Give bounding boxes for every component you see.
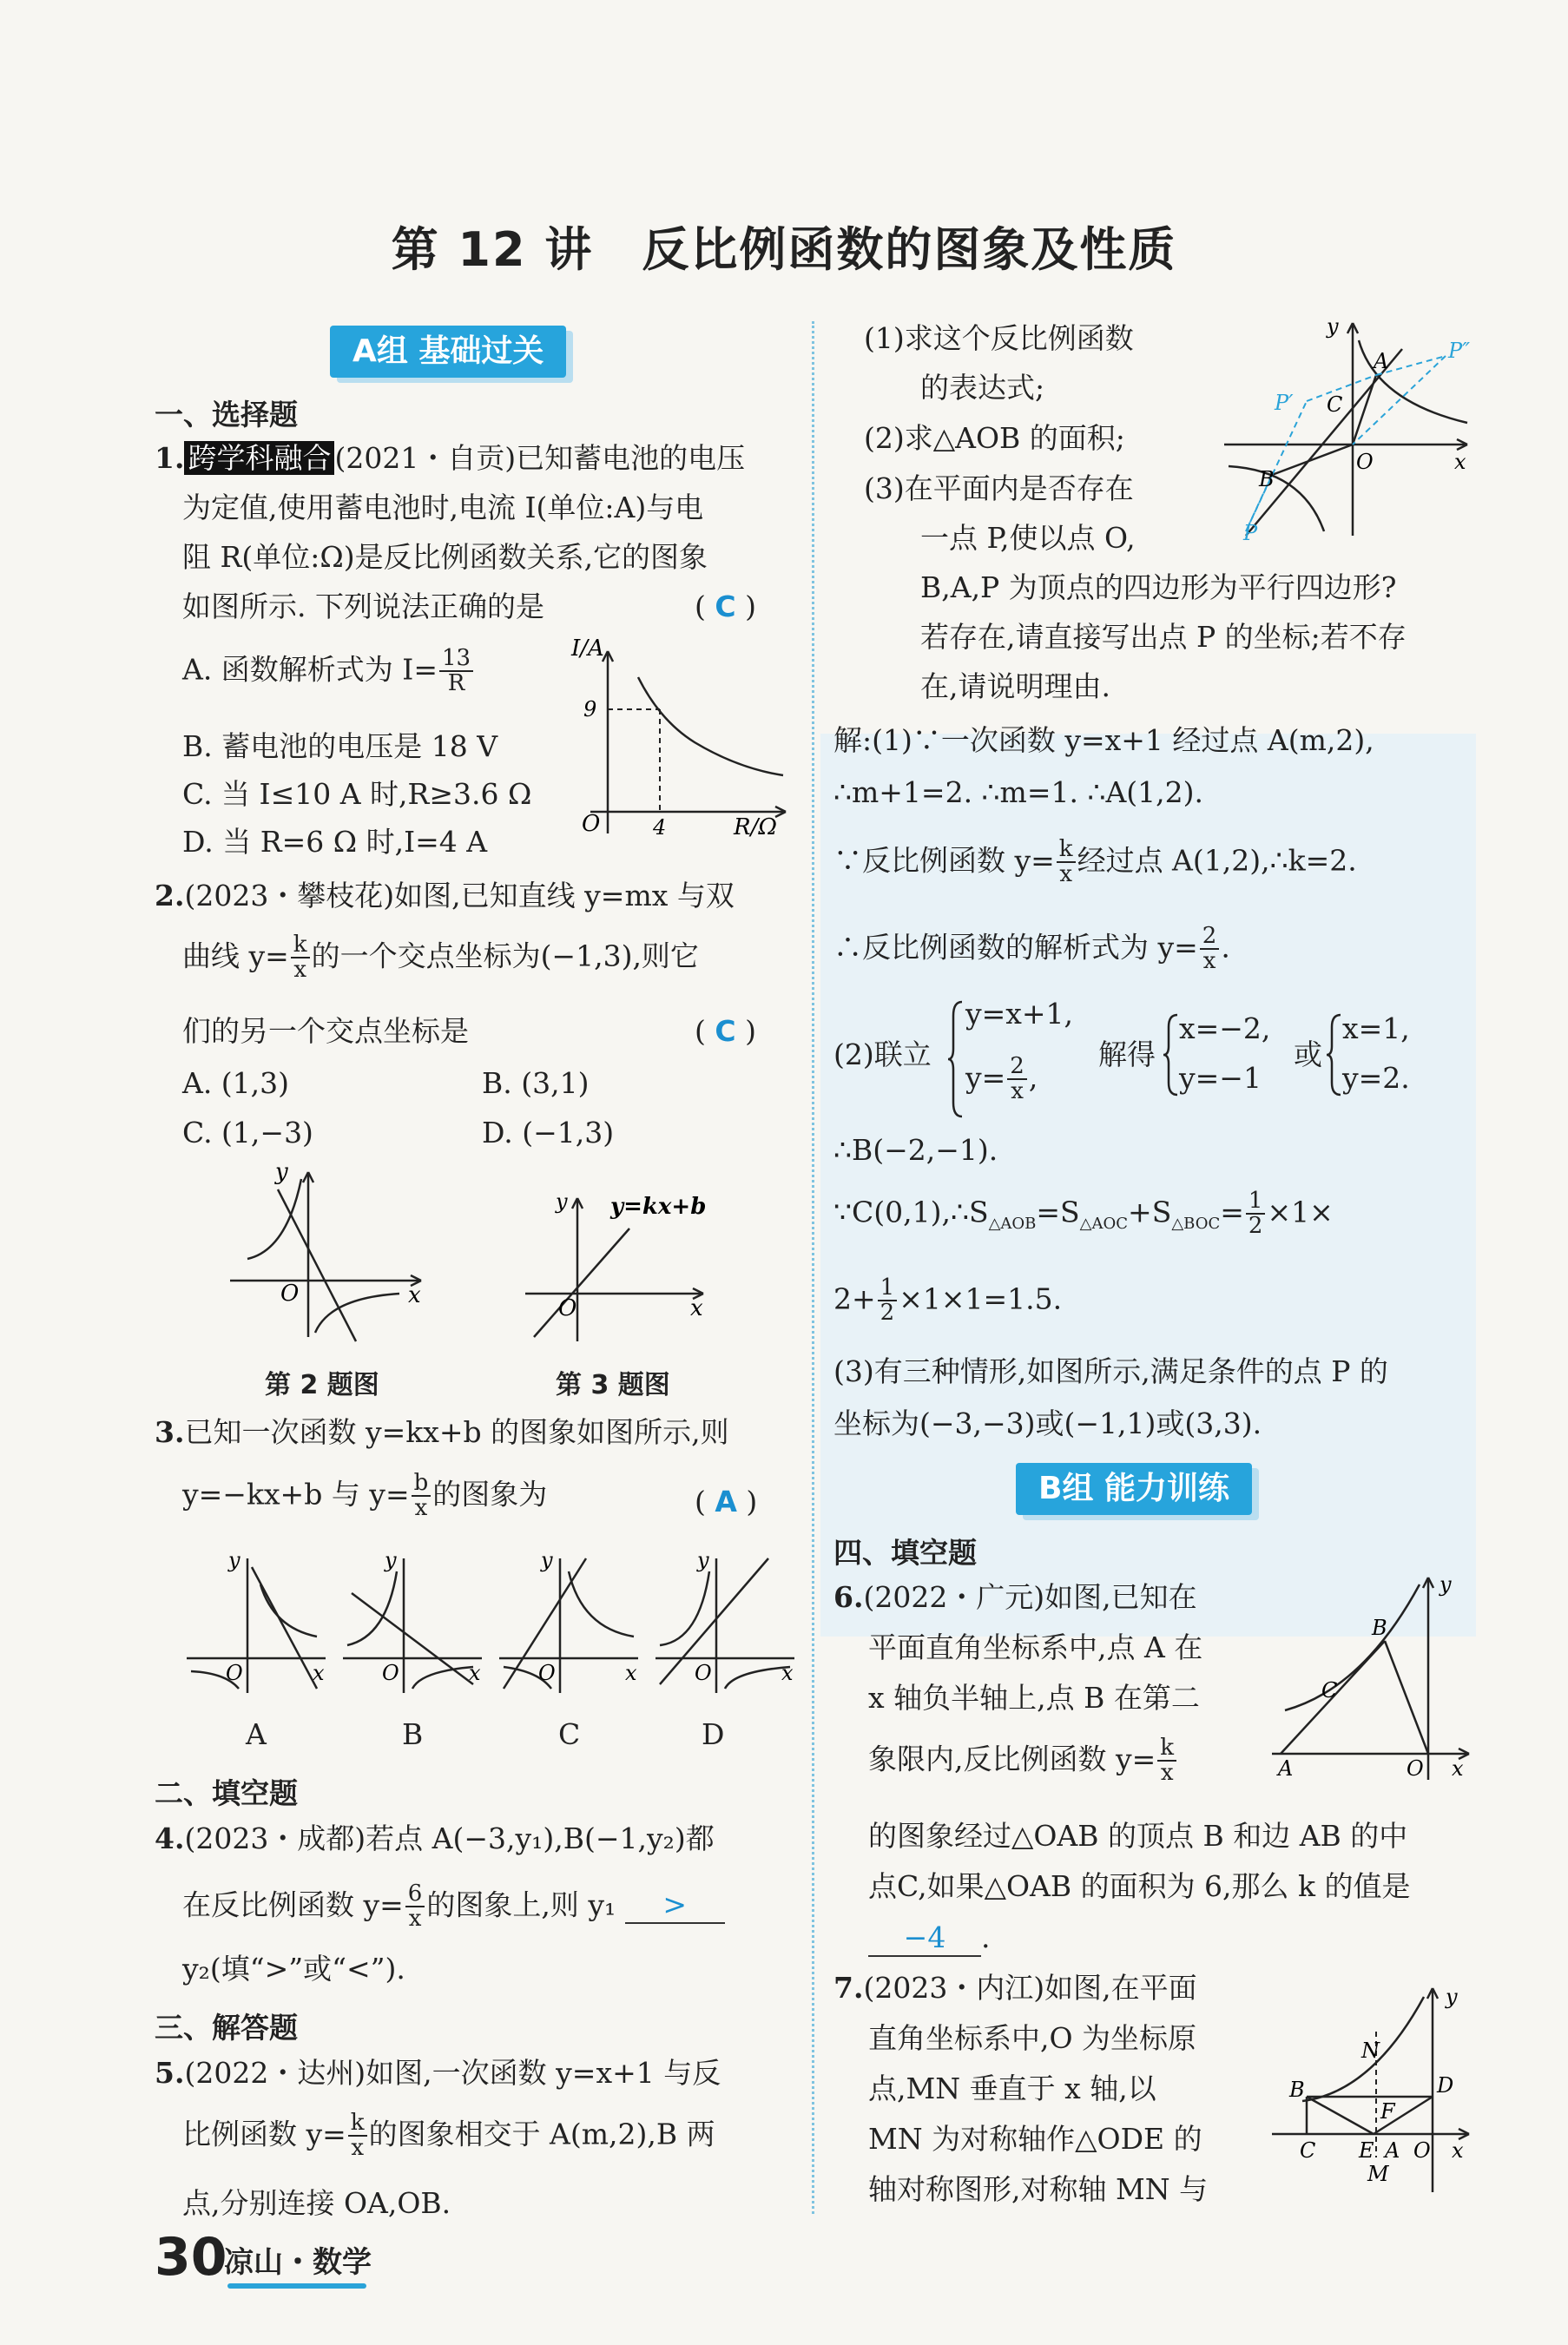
q7-graph-e: E [1359,2138,1374,2163]
q7-graph-a: A [1385,2138,1400,2163]
q1-line2: 为定值,使用蓄电池时,电流 I(单位:A)与电 [182,491,704,524]
q6-line5: 的图象经过△OAB 的顶点 B 和边 AB 的中 [868,1819,1408,1853]
q7-graph-d: D [1437,2073,1454,2098]
q5-solution-5-sol1a: x=−2, [1179,1011,1271,1045]
q5-s8-b: ×1×1=1.5. [899,1281,1063,1316]
q5-s4-num: 2 [1200,925,1220,950]
q5-s7-sub3: △BOC [1171,1214,1221,1233]
q5-graph-p: P [1243,521,1258,544]
q5-solution-7 [833,1189,1334,1239]
q7-line4: MN 为对称轴作△ODE 的 [868,2122,1202,2156]
q5-s7-e: ×1× [1267,1195,1334,1229]
q5-part3-c: B,A,P 为顶点的四边形为平行四边形? [920,570,1397,604]
q5-graph-c: C [1327,392,1343,417]
q4-line2 [182,1882,725,1932]
q6-graph-a: A [1278,1756,1294,1781]
q5-s7-num: 1 [1246,1189,1266,1215]
q3-graph-line-label: y=kx+b [610,1194,707,1220]
q5-solution-5-mid: 解得 [1098,1037,1156,1071]
q4-line1: (2023・成都)若点 A(−3,y₁),B(−1,y₂)都 [184,1821,715,1855]
q5-brace-1 [946,998,965,1120]
q3-option-a-label: A [246,1717,267,1751]
q2-line2-a: 曲线 y= [182,939,289,973]
q6-line1: (2022・广元)如图,已知在 [863,1580,1197,1614]
q3-answer-box: ( A ) [695,1485,758,1518]
q6-end: . [981,1920,991,1954]
q6-fraction [1157,1736,1176,1786]
q6-line2: 平面直角坐标系中,点 A 在 [868,1630,1203,1664]
q3-graph-a [187,1550,326,1693]
q4-frac-den: x [408,1906,422,1933]
q4-line2-a: 在反比例函数 y= [182,1887,404,1922]
q1-line1: (2021・自贡)已知蓄电池的电压 [334,441,746,475]
q5-s7-frac [1246,1189,1266,1239]
q5-solution-3b: 经过点 A(1,2),∴k=2. [1077,843,1357,878]
svg-text:x: x [469,1661,481,1685]
q4-frac-num: 6 [405,1882,425,1907]
q5-s7-b: =S [1036,1195,1080,1229]
q3-graph-x: x [690,1295,703,1321]
svg-text:y: y [697,1550,709,1572]
q1-graph-ytick: 9 [583,697,597,721]
q2-option-a: A. (1,3) [182,1066,290,1100]
q1-option-a [182,647,475,696]
q5-number: 5. [155,2056,185,2090]
q7-graph-m: M [1367,2162,1389,2186]
q2-frac-num: k [291,933,310,958]
q5-brace-3 [1325,1011,1344,1098]
q5-s7-sub2: △AOC [1079,1214,1129,1233]
q7-graph-o: O [1413,2138,1431,2163]
q6-graph-x: x [1452,1756,1464,1781]
column-divider [812,321,814,2214]
q6-graph-y: y [1440,1572,1452,1597]
q3-line2 [182,1472,547,1521]
q6-number: 6. [833,1580,864,1614]
q2-graph-x: x [408,1282,421,1308]
q5-eq2-b: , [1028,1060,1038,1095]
q5-solution-9: (3)有三种情形,如图所示,满足条件的点 P 的 [833,1354,1388,1388]
q5-solution-8 [833,1276,1062,1326]
q5-part1-a: (1)求这个反比例函数 [864,321,1134,355]
section-fill: 二、填空题 [155,1776,298,1810]
svg-text:y: y [228,1550,240,1572]
svg-text:O: O [382,1661,399,1685]
q5-graph-p2: P″ [1448,339,1471,363]
q5-solution-4-frac [1200,925,1220,974]
q5-graph-x: x [1454,450,1466,474]
q3-line2-b: 的图象为 [432,1477,548,1512]
q1-answer-box: ( C ) [695,590,756,623]
q5-solution-3 [833,838,1357,887]
q7-graph-b: B [1289,2078,1305,2102]
q5-solution-1: 解:(1)∵一次函数 y=x+1 经过点 A(m,2), [833,723,1374,757]
q5-s8-den: 2 [880,1300,895,1327]
q4-answer: > [625,1887,725,1924]
q5-line2-b: 的图象相交于 A(m,2),B 两 [368,2117,715,2151]
q2-option-c: C. (1,−3) [182,1116,313,1149]
q2-answer-box: ( C ) [695,1014,756,1048]
q5-solution-5-sol2a: x=1, [1342,1011,1410,1045]
q7-line5: 轴对称图形,对称轴 MN 与 [868,2172,1209,2206]
q1-option-a-fraction [439,647,473,696]
q6-line4-a: 象限内,反比例函数 y= [868,1742,1156,1776]
q2-option-b: B. (3,1) [482,1066,590,1100]
q3-graph-c [499,1550,638,1693]
q6-graph-o: O [1407,1756,1424,1781]
q4-line3: y₂(填“>”或“<”). [182,1952,405,1986]
q6-graph [1268,1567,1476,1784]
q5-graph-a: A [1374,349,1389,373]
q2-number: 2. [155,879,185,912]
q3-caption: 第 3 题图 [556,1370,670,1400]
q5-solution-5-lead: (2)联立 [833,1037,932,1071]
q1-graph-ylabel: I/A [571,638,604,662]
q3-option-d-label: D [702,1717,725,1751]
q5-solution-5-eq1: y=x+1, [965,997,1074,1031]
q5-line1: (2022・达州)如图,一次函数 y=x+1 与反 [184,2056,721,2090]
group-a-banner: A组 基础过关 [330,326,566,378]
q7-line2: 直角坐标系中,O 为坐标原 [868,2021,1197,2055]
q6-line6: 点C,如果△OAB 的面积为 6,那么 k 的值是 [868,1869,1411,1903]
q2-line2 [182,933,699,983]
svg-text:y: y [541,1550,553,1572]
q5-part2: (2)求△AOB 的面积; [864,421,1125,455]
q5-s7-sub1: △AOB [988,1214,1037,1233]
q5-solution-4b: . [1221,930,1230,965]
q5-solution-5-sol2b: y=2. [1342,1061,1410,1095]
svg-text:x: x [625,1661,637,1685]
q3-frac-num: b [412,1472,432,1497]
q5-s4-den: x [1202,948,1216,975]
footer-underline [227,2283,366,2289]
q5-graph-y: y [1327,314,1339,339]
q5-s7-d: = [1220,1195,1244,1229]
q2-fraction [291,933,310,983]
q3-number: 3. [155,1415,185,1449]
q2-frac-den: x [293,957,307,984]
svg-text:y: y [385,1550,397,1572]
section-solve: 三、解答题 [155,2011,298,2045]
q5-graph [1216,314,1476,544]
q5-solution-5-or: 或 [1294,1037,1322,1071]
q2-graph-y: y [275,1163,288,1185]
q4-line2-b: 的图象上,则 y₁ [426,1887,616,1922]
q7-graph-x: x [1452,2138,1464,2163]
q3-option-b-label: B [402,1717,424,1751]
q7-graph-c: C [1300,2138,1316,2163]
q5-fraction [348,2111,367,2161]
q1-option-b: B. 蓄电池的电压是 18 V [182,729,498,763]
q2-line3: 们的另一个交点坐标是 [182,1014,469,1048]
q3-graph-origin: O [558,1295,577,1321]
q5-eq2-frac [1007,1055,1027,1104]
q6-frac-den: x [1160,1760,1174,1787]
section-choice: 一、选择题 [155,398,298,431]
q3-frac-den: x [414,1495,428,1522]
q2-answer: C [715,1014,736,1048]
q7-graph [1268,1979,1476,2197]
q6-frac-num: k [1157,1736,1176,1762]
q6-graph-b: B [1372,1616,1387,1640]
q5-eq2-den: x [1011,1078,1024,1105]
q1-graph [556,638,799,842]
q5-frac-den: x [351,2135,365,2162]
q3-graph-d [656,1550,794,1693]
q1-tag: 跨学科融合 [184,441,334,475]
q5-solution-3a: ∵反比例函数 y= [833,843,1055,878]
q5-part3-d: 若存在,请直接写出点 P 的坐标;若不存 [920,620,1407,654]
q4-number: 4. [155,1821,185,1855]
svg-text:O: O [695,1661,712,1685]
q7-graph-n: N [1361,2039,1380,2063]
svg-text:x: x [313,1661,325,1685]
q5-s7-den: 2 [1248,1213,1263,1240]
q3-option-graphs [178,1550,803,1697]
q5-graph-p1: P′ [1275,391,1294,415]
q5-eq2-a: y= [965,1060,1006,1095]
section-fill-b: 四、填空题 [833,1536,977,1570]
q5-frac-num: k [348,2111,367,2137]
q5-eq2-num: 2 [1007,1055,1027,1080]
q6-answer: −4 [868,1920,981,1957]
q1-graph-xlabel: R/Ω [734,814,777,840]
q5-s8-a: 2+ [833,1281,876,1316]
q5-solution-3-frac [1057,838,1076,887]
q1-option-c: C. 当 I≤10 A 时,R≥3.6 Ω [182,777,532,811]
q5-line2 [182,2111,715,2161]
q5-s3-den: x [1059,861,1073,888]
svg-text:O: O [538,1661,556,1685]
svg-text:x: x [781,1661,794,1685]
q3-answer: A [715,1485,737,1518]
page-title: 第 12 讲 反比例函数的图象及性质 [391,222,1177,277]
q5-s8-frac [878,1276,898,1326]
q2-graph [221,1163,438,1346]
q3-graph-y: y [556,1189,568,1214]
q3-line2-a: y=−kx+b 与 y= [182,1477,410,1512]
q7-number: 7. [833,1971,864,2005]
q5-solution-5-sol1b: y=−1 [1179,1061,1262,1095]
q6-answer-line [868,1920,991,1957]
q1-line3: 阻 R(单位:Ω)是反比例函数关系,它的图象 [182,540,708,574]
group-b-banner: B组 能力训练 [1016,1463,1252,1515]
q2-line1: (2023・攀枝花)如图,已知直线 y=mx 与双 [184,879,735,912]
q1-frac-num: 13 [439,647,473,672]
q5-solution-5-eq2 [965,1055,1038,1104]
q5-line2-a: 比例函数 y= [182,2117,346,2151]
q3-line1: 已知一次函数 y=kx+b 的图象如图所示,则 [184,1415,729,1449]
q3-option-c-label: C [558,1717,581,1751]
q1-number: 1. [155,441,185,475]
q6-line4 [868,1736,1178,1786]
q1-line4: 如图所示. 下列说法正确的是 [182,590,544,623]
q2-caption: 第 2 题图 [265,1370,379,1400]
q7-line1: (2023・内江)如图,在平面 [863,1971,1197,2005]
q7-graph-f: F [1380,2099,1395,2124]
q3-fraction [412,1472,432,1521]
q5-brace-2 [1162,1011,1181,1098]
q1-answer: C [715,590,736,623]
q5-s7-c: +S [1128,1195,1172,1229]
q5-solution-4a: ∴反比例函数的解析式为 y= [833,930,1198,965]
footer-book: 凉山・数学 [224,2245,372,2280]
q5-solution-2: ∴m+1=2. ∴m=1. ∴A(1,2). [833,775,1204,809]
q5-s3-num: k [1057,838,1076,863]
q5-graph-b: B [1259,467,1275,491]
q5-s8-num: 1 [878,1276,898,1301]
q5-part1-b: 的表达式; [920,371,1045,405]
q1-option-a-text: A. 函数解析式为 I= [182,652,438,687]
q5-part3-a: (3)在平面内是否存在 [864,471,1134,505]
q5-graph-o: O [1356,450,1374,474]
q5-part3-e: 在,请说明理由. [920,669,1110,703]
q7-line3: 点,MN 垂直于 x 轴,以 [868,2072,1156,2105]
q1-frac-den: R [447,670,465,697]
q3-graph [517,1189,716,1346]
q5-solution-4 [833,925,1230,974]
q1-option-d: D. 当 R=6 Ω 时,I=4 A [182,825,488,859]
q4-fraction [405,1882,425,1932]
q2-graph-origin: O [280,1281,300,1307]
q5-line3: 点,分别连接 OA,OB. [182,2186,451,2220]
svg-text:O: O [226,1661,243,1685]
q5-solution-6: ∴B(−2,−1). [833,1133,998,1167]
q5-part3-b: 一点 P,使以点 O, [920,521,1136,555]
q1-graph-xtick: 4 [653,815,667,840]
q5-s7-a: ∵C(0,1),∴S [833,1195,989,1229]
q2-line2-b: 的一个交点坐标为(−1,3),则它 [311,939,699,973]
q2-option-d: D. (−1,3) [482,1116,615,1149]
q3-graph-b [343,1550,482,1693]
q1-graph-origin: O [582,811,601,837]
q5-solution-10: 坐标为(−3,−3)或(−1,1)或(3,3). [833,1406,1262,1440]
q6-line3: x 轴负半轴上,点 B 在第二 [868,1681,1200,1715]
q6-graph-c: C [1321,1678,1338,1703]
q7-graph-y: y [1446,1985,1458,2009]
page-number: 30 [155,2227,227,2288]
